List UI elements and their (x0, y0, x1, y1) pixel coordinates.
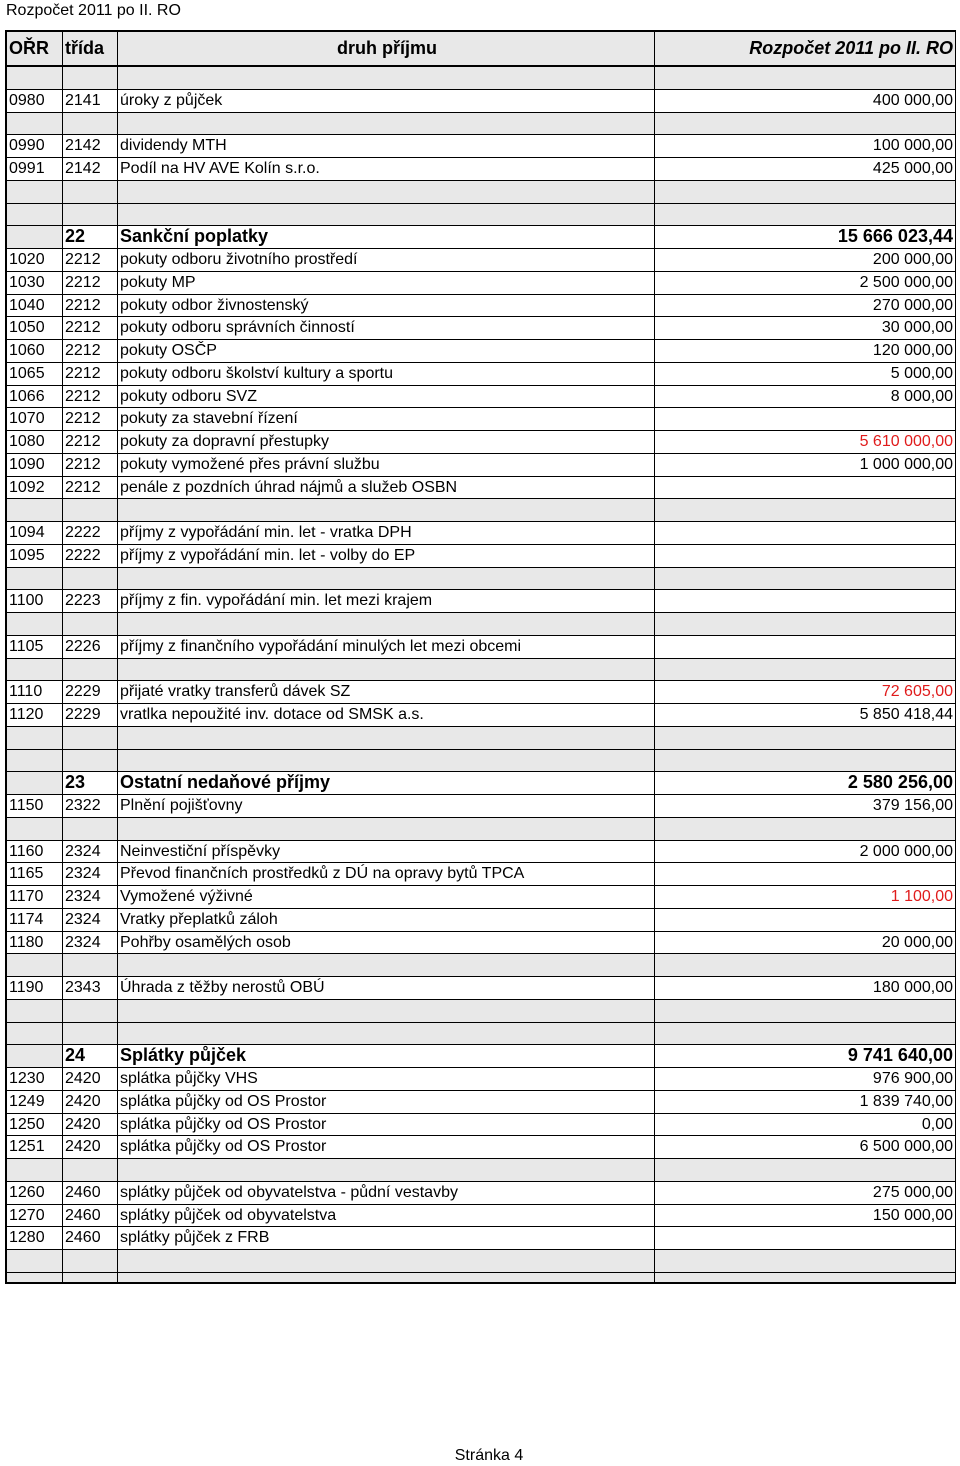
cell-druh (118, 818, 655, 841)
cell-value (655, 522, 955, 545)
cell-trida: 2322 (63, 795, 118, 818)
cell-druh: dividendy MTH (118, 135, 655, 158)
cell-value: 379 156,00 (655, 795, 955, 818)
spacer-row (7, 204, 955, 227)
table-row (7, 477, 955, 500)
cell-value: 275 000,00 (655, 1182, 955, 1205)
cell-value (655, 590, 955, 613)
cell-trida: 2420 (63, 1068, 118, 1091)
cell-trida (63, 1023, 118, 1046)
cell-druh: pokuty MP (118, 272, 655, 295)
cell-value: 200 000,00 (655, 249, 955, 272)
cell-orr: 1150 (7, 795, 63, 818)
cell-trida: 2460 (63, 1227, 118, 1250)
page-title: Rozpočet 2011 po II. RO (6, 2, 181, 19)
cell-druh: pokuty za dopravní přestupky (118, 431, 655, 454)
cell-orr: 1094 (7, 522, 63, 545)
cell-trida (63, 568, 118, 591)
cell-value (655, 1227, 955, 1250)
cell-druh (118, 1273, 655, 1284)
cell-druh: pokuty odboru správních činností (118, 317, 655, 340)
cell-orr: 1110 (7, 681, 63, 704)
cell-druh (118, 499, 655, 522)
table-row (7, 340, 955, 363)
cell-trida (63, 1159, 118, 1182)
table-body (7, 67, 955, 1284)
spacer-row (7, 113, 955, 136)
spacer-row (7, 1273, 955, 1284)
cell-value: 30 000,00 (655, 317, 955, 340)
cell-value (655, 727, 955, 750)
table-row (7, 272, 955, 295)
cell-druh: splátka půjčky od OS Prostor (118, 1091, 655, 1114)
cell-druh: splátka půjčky VHS (118, 1068, 655, 1091)
header-trida: třída (63, 32, 118, 67)
table-row (7, 841, 955, 864)
table-row (7, 1136, 955, 1159)
spacer-row (7, 499, 955, 522)
cell-orr (7, 226, 63, 249)
cell-orr: 1230 (7, 1068, 63, 1091)
cell-orr: 0990 (7, 135, 63, 158)
cell-value: 5 610 000,00 (655, 431, 955, 454)
cell-druh: pokuty odboru školství kultury a sportu (118, 363, 655, 386)
table-row (7, 1114, 955, 1137)
cell-orr (7, 727, 63, 750)
cell-druh (118, 727, 655, 750)
cell-value: 9 741 640,00 (655, 1045, 955, 1068)
cell-druh: příjmy z finančního vypořádání minulých let mezi obcemi (118, 636, 655, 659)
cell-orr (7, 1159, 63, 1182)
cell-orr: 1260 (7, 1182, 63, 1205)
cell-orr (7, 181, 63, 204)
cell-value: 120 000,00 (655, 340, 955, 363)
cell-orr: 1280 (7, 1227, 63, 1250)
table-row (7, 932, 955, 955)
cell-druh (118, 67, 655, 90)
cell-value (655, 408, 955, 431)
cell-druh (118, 568, 655, 591)
cell-value (655, 67, 955, 90)
cell-orr: 0980 (7, 90, 63, 113)
table-row (7, 431, 955, 454)
cell-value (655, 204, 955, 227)
cell-orr: 1080 (7, 431, 63, 454)
cell-value: 100 000,00 (655, 135, 955, 158)
cell-value (655, 181, 955, 204)
cell-orr (7, 750, 63, 773)
cell-orr (7, 1045, 63, 1068)
table-row (7, 1068, 955, 1091)
cell-value (655, 545, 955, 568)
cell-trida: 2229 (63, 681, 118, 704)
budget-table (5, 30, 956, 1284)
cell-trida: 2142 (63, 158, 118, 181)
cell-orr (7, 499, 63, 522)
cell-druh (118, 1159, 655, 1182)
cell-druh: Neinvestiční příspěvky (118, 841, 655, 864)
table-row (7, 795, 955, 818)
table-row (7, 1182, 955, 1205)
cell-trida: 2212 (63, 454, 118, 477)
cell-orr: 1165 (7, 863, 63, 886)
cell-trida (63, 181, 118, 204)
cell-trida (63, 67, 118, 90)
cell-druh (118, 1250, 655, 1273)
table-row (7, 522, 955, 545)
cell-druh: pokuty OSČP (118, 340, 655, 363)
cell-druh (118, 1023, 655, 1046)
cell-trida: 2212 (63, 408, 118, 431)
spacer-row (7, 1023, 955, 1046)
table-row (7, 977, 955, 1000)
cell-trida: 2420 (63, 1114, 118, 1137)
cell-orr: 1050 (7, 317, 63, 340)
cell-druh: Splátky půjček (118, 1045, 655, 1068)
cell-trida (63, 954, 118, 977)
cell-trida: 2460 (63, 1205, 118, 1228)
cell-trida: 2222 (63, 545, 118, 568)
cell-value: 2 500 000,00 (655, 272, 955, 295)
cell-orr (7, 954, 63, 977)
cell-druh: penále z pozdních úhrad nájmů a služeb OSBN (118, 477, 655, 500)
table-row (7, 1091, 955, 1114)
table-row (7, 135, 955, 158)
cell-trida: 22 (63, 226, 118, 249)
cell-druh: pokuty odbor živnostenský (118, 295, 655, 318)
cell-trida (63, 1273, 118, 1284)
cell-value: 1 000 000,00 (655, 454, 955, 477)
cell-druh: pokuty odboru životního prostředí (118, 249, 655, 272)
cell-value (655, 1023, 955, 1046)
cell-druh: Sankční poplatky (118, 226, 655, 249)
cell-druh: Podíl na HV AVE Kolín s.r.o. (118, 158, 655, 181)
table-row (7, 704, 955, 727)
cell-value: 2 580 256,00 (655, 772, 955, 795)
cell-trida: 2212 (63, 477, 118, 500)
cell-trida: 2324 (63, 863, 118, 886)
cell-trida (63, 499, 118, 522)
cell-trida: 2226 (63, 636, 118, 659)
cell-trida (63, 659, 118, 682)
cell-value: 400 000,00 (655, 90, 955, 113)
cell-druh: příjmy z vypořádání min. let - vratka DPH (118, 522, 655, 545)
cell-value: 20 000,00 (655, 932, 955, 955)
cell-trida: 2212 (63, 363, 118, 386)
cell-druh: Ostatní nedaňové příjmy (118, 772, 655, 795)
spacer-row (7, 613, 955, 636)
table-header-row (7, 32, 955, 67)
cell-value: 270 000,00 (655, 295, 955, 318)
cell-druh (118, 113, 655, 136)
cell-trida: 2324 (63, 886, 118, 909)
cell-trida (63, 818, 118, 841)
cell-orr: 1180 (7, 932, 63, 955)
cell-value: 15 666 023,44 (655, 226, 955, 249)
cell-druh: splátky půjček od obyvatelstva (118, 1205, 655, 1228)
cell-orr (7, 613, 63, 636)
cell-druh: vratlka nepoužité inv. dotace od SMSK a.s. (118, 704, 655, 727)
table-row (7, 545, 955, 568)
section-row (7, 226, 955, 249)
cell-orr: 1092 (7, 477, 63, 500)
cell-druh: Vratky přeplatků záloh (118, 909, 655, 932)
cell-orr: 1066 (7, 386, 63, 409)
cell-druh (118, 181, 655, 204)
cell-orr (7, 204, 63, 227)
table-row (7, 158, 955, 181)
cell-druh (118, 954, 655, 977)
cell-orr (7, 1000, 63, 1023)
spacer-row (7, 659, 955, 682)
cell-value (655, 1159, 955, 1182)
cell-orr: 1065 (7, 363, 63, 386)
cell-trida: 2212 (63, 317, 118, 340)
cell-value: 1 100,00 (655, 886, 955, 909)
cell-orr: 1270 (7, 1205, 63, 1228)
cell-trida (63, 750, 118, 773)
cell-orr: 1190 (7, 977, 63, 1000)
cell-trida (63, 613, 118, 636)
cell-orr: 1020 (7, 249, 63, 272)
cell-trida: 23 (63, 772, 118, 795)
cell-druh: splátka půjčky od OS Prostor (118, 1114, 655, 1137)
spacer-row (7, 818, 955, 841)
cell-orr: 1160 (7, 841, 63, 864)
cell-orr: 0991 (7, 158, 63, 181)
spacer-row (7, 181, 955, 204)
cell-druh: splátky půjček z FRB (118, 1227, 655, 1250)
cell-value (655, 1273, 955, 1284)
cell-trida: 2222 (63, 522, 118, 545)
cell-trida: 2460 (63, 1182, 118, 1205)
cell-value (655, 499, 955, 522)
cell-orr: 1170 (7, 886, 63, 909)
cell-value (655, 863, 955, 886)
cell-trida: 2324 (63, 909, 118, 932)
cell-druh: Úhrada z těžby nerostů OBÚ (118, 977, 655, 1000)
cell-value: 5 850 418,44 (655, 704, 955, 727)
cell-value (655, 954, 955, 977)
spacer-row (7, 727, 955, 750)
cell-value (655, 1000, 955, 1023)
header-rozpocet: Rozpočet 2011 po II. RO (655, 32, 955, 67)
cell-trida (63, 204, 118, 227)
table-row (7, 1205, 955, 1228)
cell-druh (118, 204, 655, 227)
cell-trida: 2223 (63, 590, 118, 613)
cell-orr: 1249 (7, 1091, 63, 1114)
table-row (7, 1227, 955, 1250)
cell-druh: Vymožené výživné (118, 886, 655, 909)
cell-druh: Pohřby osamělých osob (118, 932, 655, 955)
cell-trida (63, 727, 118, 750)
cell-value: 150 000,00 (655, 1205, 955, 1228)
cell-druh: pokuty vymožené přes právní službu (118, 454, 655, 477)
cell-trida (63, 1250, 118, 1273)
cell-value (655, 636, 955, 659)
table-row (7, 909, 955, 932)
cell-value: 180 000,00 (655, 977, 955, 1000)
cell-value: 6 500 000,00 (655, 1136, 955, 1159)
cell-value: 8 000,00 (655, 386, 955, 409)
cell-druh (118, 750, 655, 773)
table-row (7, 90, 955, 113)
cell-trida: 2212 (63, 295, 118, 318)
cell-value: 976 900,00 (655, 1068, 955, 1091)
cell-orr: 1120 (7, 704, 63, 727)
cell-orr (7, 1250, 63, 1273)
header-druh-prijmu: druh příjmu (118, 32, 655, 67)
cell-trida: 2420 (63, 1091, 118, 1114)
cell-orr: 1105 (7, 636, 63, 659)
section-row (7, 772, 955, 795)
cell-trida: 2420 (63, 1136, 118, 1159)
cell-orr (7, 772, 63, 795)
table-row (7, 886, 955, 909)
cell-druh: splátka půjčky od OS Prostor (118, 1136, 655, 1159)
cell-trida: 2212 (63, 431, 118, 454)
cell-trida: 2324 (63, 841, 118, 864)
cell-value: 0,00 (655, 1114, 955, 1137)
cell-druh: Plnění pojišťovny (118, 795, 655, 818)
cell-orr: 1250 (7, 1114, 63, 1137)
cell-druh: příjmy z fin. vypořádání min. let mezi krajem (118, 590, 655, 613)
table-row (7, 408, 955, 431)
cell-value (655, 613, 955, 636)
cell-orr (7, 67, 63, 90)
table-row (7, 863, 955, 886)
cell-trida (63, 113, 118, 136)
cell-orr (7, 1023, 63, 1046)
table-row (7, 363, 955, 386)
cell-orr (7, 659, 63, 682)
cell-trida: 2229 (63, 704, 118, 727)
table-row (7, 590, 955, 613)
spacer-row (7, 750, 955, 773)
table-row (7, 295, 955, 318)
spacer-row (7, 67, 955, 90)
table-row (7, 249, 955, 272)
table-row (7, 386, 955, 409)
cell-value (655, 113, 955, 136)
cell-value (655, 818, 955, 841)
cell-trida (63, 1000, 118, 1023)
cell-trida: 2212 (63, 340, 118, 363)
table-row (7, 681, 955, 704)
spacer-row (7, 568, 955, 591)
cell-orr: 1251 (7, 1136, 63, 1159)
table-row (7, 636, 955, 659)
spacer-row (7, 1000, 955, 1023)
cell-orr: 1070 (7, 408, 63, 431)
cell-trida: 2324 (63, 932, 118, 955)
cell-orr: 1040 (7, 295, 63, 318)
cell-orr: 1100 (7, 590, 63, 613)
cell-orr: 1060 (7, 340, 63, 363)
cell-orr: 1030 (7, 272, 63, 295)
cell-value: 5 000,00 (655, 363, 955, 386)
cell-orr (7, 1273, 63, 1284)
cell-druh: pokuty za stavební řízení (118, 408, 655, 431)
cell-value: 2 000 000,00 (655, 841, 955, 864)
cell-value (655, 909, 955, 932)
cell-value: 72 605,00 (655, 681, 955, 704)
cell-value (655, 1250, 955, 1273)
cell-druh: úroky z půjček (118, 90, 655, 113)
cell-druh: příjmy z vypořádání min. let - volby do EP (118, 545, 655, 568)
cell-orr: 1095 (7, 545, 63, 568)
cell-orr: 1174 (7, 909, 63, 932)
cell-value: 425 000,00 (655, 158, 955, 181)
cell-value (655, 659, 955, 682)
cell-value (655, 750, 955, 773)
cell-druh: pokuty odboru SVZ (118, 386, 655, 409)
header-orr: OŘR (7, 32, 63, 67)
cell-orr (7, 113, 63, 136)
cell-trida: 2212 (63, 249, 118, 272)
cell-druh (118, 613, 655, 636)
cell-trida: 2212 (63, 272, 118, 295)
cell-trida: 2142 (63, 135, 118, 158)
table-row (7, 317, 955, 340)
spacer-row (7, 954, 955, 977)
page-footer: Stránka 4 (454, 1447, 524, 1464)
table-row (7, 454, 955, 477)
cell-orr: 1090 (7, 454, 63, 477)
cell-druh: přijaté vratky transferů dávek SZ (118, 681, 655, 704)
cell-trida: 2141 (63, 90, 118, 113)
cell-druh: splátky půjček od obyvatelstva - půdní vestavby (118, 1182, 655, 1205)
cell-druh (118, 1000, 655, 1023)
cell-value (655, 477, 955, 500)
cell-trida: 2343 (63, 977, 118, 1000)
spacer-row (7, 1250, 955, 1273)
cell-trida: 2212 (63, 386, 118, 409)
cell-value (655, 568, 955, 591)
cell-orr (7, 818, 63, 841)
cell-orr (7, 568, 63, 591)
cell-trida: 24 (63, 1045, 118, 1068)
cell-druh (118, 659, 655, 682)
section-row (7, 1045, 955, 1068)
cell-druh: Převod finančních prostředků z DÚ na opravy bytů TPCA (118, 863, 655, 886)
cell-value: 1 839 740,00 (655, 1091, 955, 1114)
spacer-row (7, 1159, 955, 1182)
